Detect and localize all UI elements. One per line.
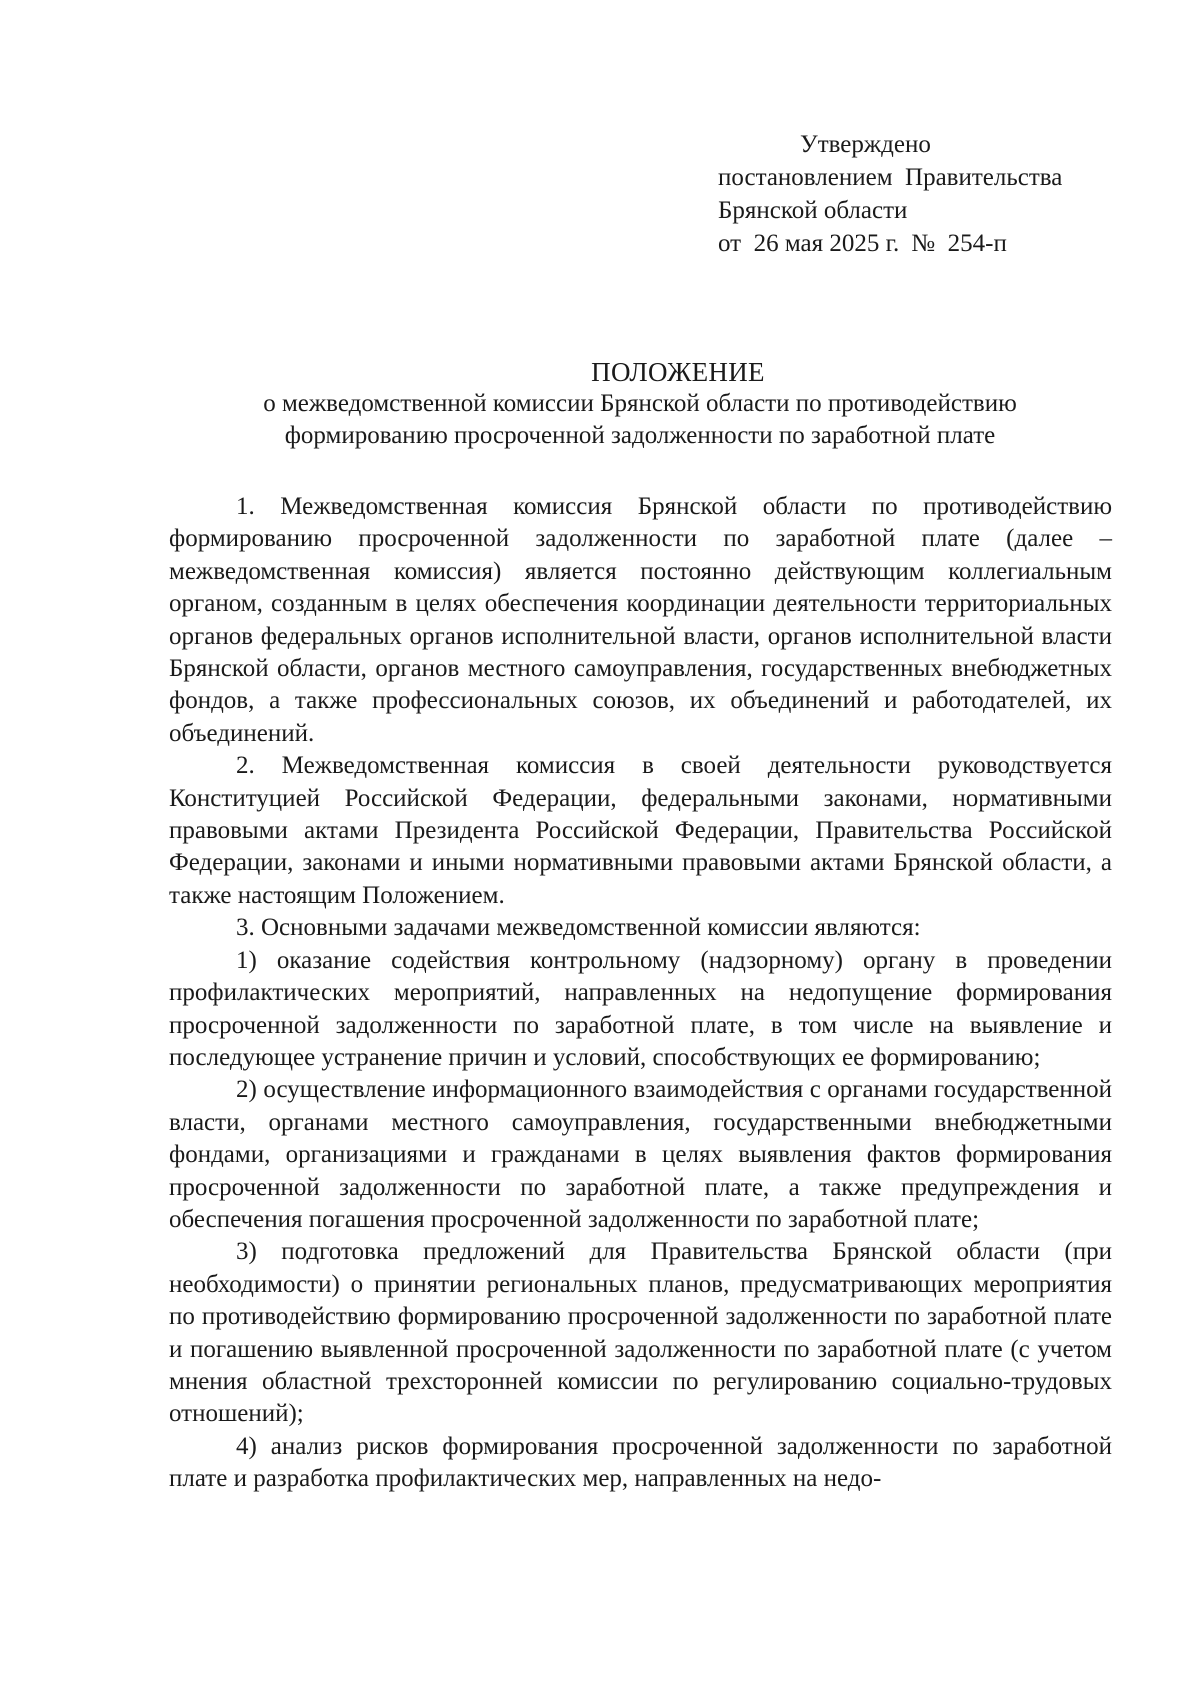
list-item-2: 2) осуществление информационного взаимодействия с органами государственной власти, органами местного самоуправления, государственными внебюджетными фондами, организациями и гражданами в целях выявления фактов формирования просроченной задолженности по заработной плате, а также предупреждения и обеспечения погашения просроченной задолженности по заработной плате;: [169, 1076, 1112, 1233]
document-subtitle-line-1: о межведомственной комиссии Брянской области по противодействию: [263, 390, 1017, 417]
approval-line-approved: Утверждено: [800, 131, 931, 158]
approval-line-date: [718, 227, 1062, 260]
approval-number: № 254-п: [911, 230, 1007, 257]
paragraph-2: 2. Межведомственная комиссия в своей деятельности руководствуется Конституцией Российской Федерации, федеральными законами, нормативными правовыми актами Президента Российской Федерации, Правительства Российской Федерации, законами и иными нормативными правовыми актами Брянской области, а также настоящим Положением.: [169, 752, 1112, 909]
list-item-3: 3) подготовка предложений для Правительства Брянской области (при необходимости) о принятии региональных планов, предусматривающих мероприятия по противодействию формированию просроченной задолженности по заработной плате и погашению выявленной просроченной задолженности по заработной плате (с учетом мнения областной трехсторонней комиссии по регулированию социально-трудовых отношений);: [169, 1238, 1112, 1428]
paragraph-3: 3. Основными задачами межведомственной комиссии являются:: [236, 914, 921, 942]
approval-date: от 26 мая 2025 г.: [718, 230, 900, 257]
approval-line-region: Брянской области: [718, 197, 908, 224]
document-subtitle-line-2: формированию просроченной задолженности по заработной плате: [284, 422, 996, 449]
list-item-4: 4) анализ рисков формирования просроченной задолженности по заработной плате и разработка профилактических мер, направленных на недо-: [169, 1432, 1112, 1493]
document-heading: [170, 356, 1110, 452]
document-body: [169, 491, 1112, 1496]
approval-line-resolution: постановлением Правительства: [718, 164, 1063, 191]
document-title: ПОЛОЖЕНИЕ: [591, 357, 765, 387]
list-item-1: 1) оказание содействия контрольному (надзорному) органу в проведении профилактических мероприятий, направленных на недопущение формирования просроченной задолженности по заработной плате, в том числе на выявление и последующее устранение причин и условий, способствующих ее формированию;: [169, 946, 1112, 1071]
paragraph-1: 1. Межведомственная комиссия Брянской области по противодействию формированию просроченной задолженности по заработной плате (далее – межведомственная комиссия) является постоянно действующим коллегиальным органом, созданным в целях обеспечения координации деятельности территориальных органов федеральных органов исполнительной власти, органов исполнительной власти Брянской области, органов местного самоуправления, государственных внебюджетных фондов, а также профессиональных союзов, их объединений и работодателей, их объединений.: [169, 493, 1112, 747]
approval-stamp: [718, 128, 1062, 260]
